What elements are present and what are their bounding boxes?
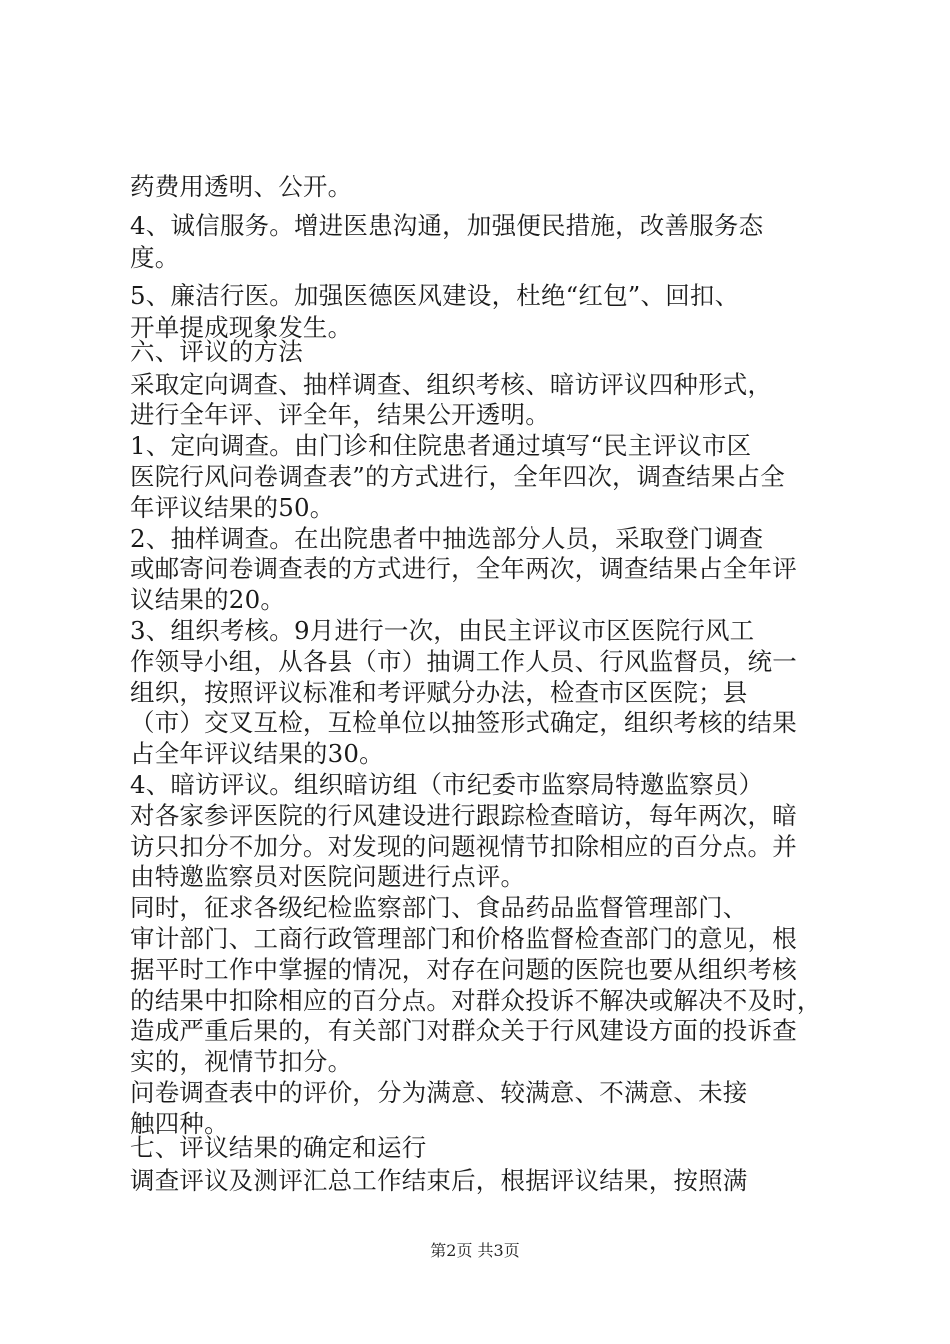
body-line: 议结果的20。 <box>130 585 286 614</box>
page-number-footer: 第2页 共3页 <box>430 1241 520 1260</box>
body-line: 作领导小组，从各县（市）抽调工作人员、行风监督员，统一 <box>130 647 797 676</box>
body-line: 1、定向调查。由门诊和住院患者通过填写“民主评议市区 <box>130 431 752 460</box>
body-line: 问卷调查表中的评价，分为满意、较满意、不满意、未接 <box>130 1078 748 1107</box>
body-line: 实的，视情节扣分。 <box>130 1047 353 1076</box>
body-line: （市）交叉互检，互检单位以抽签形式确定，组织考核的结果 <box>130 708 797 737</box>
body-line: 造成严重后果的，有关部门对群众关于行风建设方面的投诉查 <box>130 1016 797 1045</box>
body-line: 3、组织考核。9月进行一次，由民主评议市区医院行风工 <box>130 616 755 645</box>
body-line: 2、抽样调查。在出院患者中抽选部分人员，采取登门调查 <box>130 524 764 553</box>
body-line: 采取定向调查、抽样调查、组织考核、暗访评议四种形式， <box>130 370 773 399</box>
body-line: 触四种。 <box>130 1109 229 1138</box>
body-line: 或邮寄问卷调查表的方式进行，全年两次，调查结果占全年评 <box>130 554 797 583</box>
body-line: 对各家参评医院的行风建设进行跟踪检查暗访，每年两次，暗 <box>130 801 797 830</box>
body-line: 审计部门、工商行政管理部门和价格监督检查部门的意见，根 <box>130 924 797 953</box>
body-line: 的结果中扣除相应的百分点。对群众投诉不解决或解决不及时， <box>130 986 822 1015</box>
body-line: 由特邀监察员对医院问题进行点评。 <box>130 862 526 891</box>
body-line: 开单提成现象发生。 <box>130 313 353 342</box>
body-line: 进行全年评、评全年，结果公开透明。 <box>130 400 550 429</box>
body-line: 4、暗访评议。组织暗访组（市纪委市监察局特邀监察员） <box>130 770 764 799</box>
body-line: 度。 <box>130 243 180 272</box>
body-line: 年评议结果的50。 <box>130 493 335 522</box>
section-heading: 七、评议结果的确定和运行 <box>130 1133 427 1162</box>
body-line: 同时，征求各级纪检监察部门、食品药品监督管理部门、 <box>130 893 748 922</box>
body-line: 占全年评议结果的30。 <box>130 739 384 768</box>
body-line: 药费用透明、公开。 <box>130 172 353 201</box>
body-line: 医院行风问卷调查表”的方式进行，全年四次，调查结果占全 <box>130 462 785 491</box>
body-line: 访只扣分不加分。对发现的问题视情节扣除相应的百分点。并 <box>130 832 797 861</box>
body-line: 据平时工作中掌握的情况，对存在问题的医院也要从组织考核 <box>130 955 797 984</box>
body-line: 调查评议及测评汇总工作结束后，根据评议结果，按照满 <box>130 1166 748 1195</box>
body-line: 4、诚信服务。增进医患沟通，加强便民措施，改善服务态 <box>130 211 764 240</box>
body-line: 5、廉洁行医。加强医德医风建设，杜绝“红包”、回扣、 <box>130 281 740 310</box>
section-heading: 六、评议的方法 <box>130 337 303 366</box>
body-line: 组织，按照评议标准和考评赋分办法，检查市区医院；县 <box>130 678 748 707</box>
